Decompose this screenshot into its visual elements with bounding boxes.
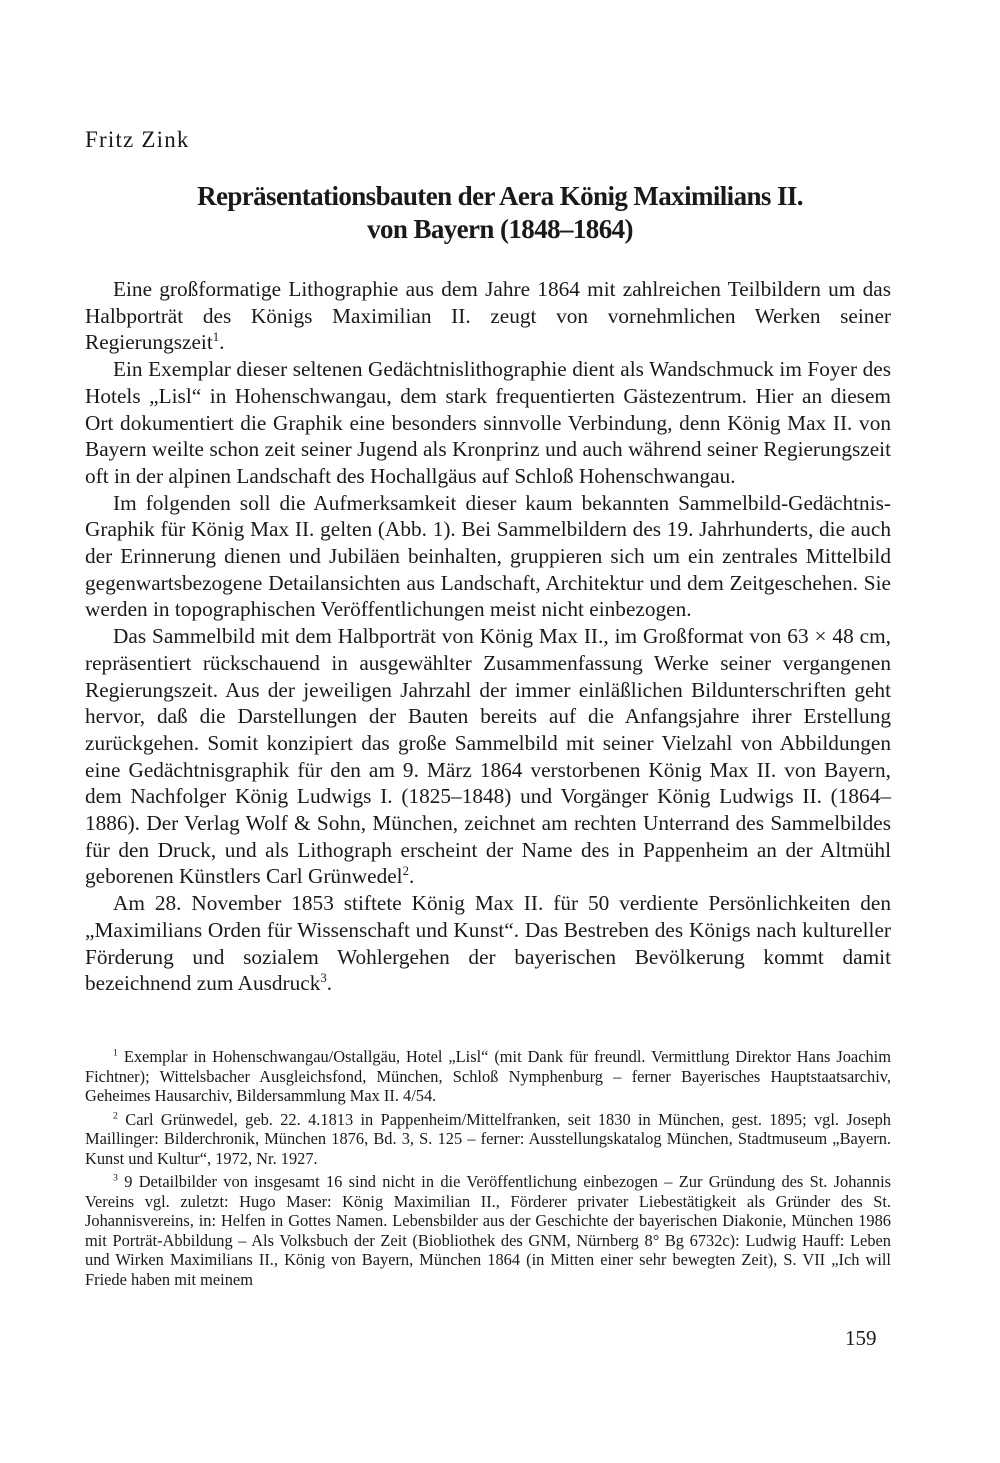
footnote: $^2$ Carl Grünwedel, geb. 22. 4.1813 in Pappenheim/Mittelfranken, seit 1830 in München, gest. 1895; vgl. Joseph Maillinger: Bilderchronik, München 1876, Bd. 3, S. 125 – ferner: Ausstellungskatalog München, Stadtmuseum „Bayern. Kunst und Kultur“, 1972, Nr. 1927. <box>85 1109 891 1168</box>
page-number: 159 <box>845 1326 877 1350</box>
footnote-number: 1 <box>113 1047 118 1059</box>
article-title <box>110 180 890 246</box>
footnote-number: 3 <box>113 1172 118 1184</box>
footnote-ref: 1 <box>212 330 220 345</box>
title-line-2: von Bayern (1848–1864) <box>367 214 633 244</box>
footnote-ref: 2 <box>402 864 409 879</box>
footnote-number: 2 <box>113 1110 118 1122</box>
author-name: Fritz Zink <box>85 127 190 152</box>
paragraph: Ein Exemplar dieser seltenen Gedächtnislithographie dient als Wandschmuck im Foyer des Hotels „Lisl“ in Hohenschwangau, dem stark frequentierten Gästezentrum. Hier an diesem Ort dokumentiert die Graphik eine besonders sinnvolle Verbindung, denn König Max II. von Bayern weilte schon zeit seiner Jugend als Kronprinz und auch während seiner Regierungszeit oft in der alpinen Landschaft des Hochallgäus auf Schloß Hohenschwangau. <box>85 357 891 488</box>
footnote-ref: 3 <box>320 971 327 986</box>
paragraph: Im folgenden soll die Aufmerksamkeit dieser kaum bekannten Sammelbild-Gedächtnis-Graphik für König Max II. gelten (Abb. 1). Bei Sammelbildern des 19. Jahrhunderts, die auch der Erinnerung dienen und Jubiläen beinhalten, gruppieren sich um ein zentrales Mittelbild gegenwartsbezogene Detailansichten aus Landschaft, Architektur und dem Zeitgeschehen. Sie werden in topographischen Veröffentlichungen meist nicht einbezogen. <box>85 490 891 622</box>
paragraph: Am 28. November 1853 stiftete König Max II. für 50 verdiente Persönlichkeiten den „Maximilians Orden für Wissenschaft und Kunst“. Das Bestreben des Königs nach kultureller Förderung und sozialem Wohlergehen der bayerischen Bevölkerung kommt damit bezeichnend zum Ausdruck$^3$. <box>85 891 891 996</box>
paragraph: Eine großformatige Lithographie aus dem Jahre 1864 mit zahlreichen Teilbildern um das Halbporträt des Königs Maximilian II. zeugt von vornehmlichen Werken seiner Regierungszeit$^1$. <box>85 277 891 355</box>
footnotes <box>85 1047 891 1293</box>
body-text <box>85 276 891 997</box>
footnote: $^1$ Exemplar in Hohenschwangau/Ostallgäu, Hotel „Lisl“ (mit Dank für freundl. Vermittlung Direktor Hans Joachim Fichtner); Wittelsbacher Ausgleichsfond, München, Schloß Nymphenburg – ferner Bayerisches Hauptstaatsarchiv, Geheimes Hausarchiv, Bildersammlung Max II. 4/54. <box>85 1047 891 1105</box>
footnote: $^3$ 9 Detailbilder von insgesamt 16 sind nicht in die Veröffentlichung einbezogen – Zur Gründung des St. Johannis Vereins vgl. zuletzt: Hugo Maser: König Maximilian II., Förderer privater Liebestätigkeit als Gründer des St. Johannisvereins, in: Helfen in Gottes Namen. Lebensbilder aus der Geschichte der bayerischen Diakonie, München 1986 mit Porträt-Abbildung – Als Volksbuch der Zeit (Biobliothek des GNM, Nürnberg 8° Bg 6732c): Ludwig Hauff: Leben und Wirken Maximilians II., König von Bayern, München 1864 (in Mitten einer sehr bewegten Zeit), S. VII „Ich will Friede haben mit meinem <box>85 1172 891 1289</box>
paragraph: Das Sammelbild mit dem Halbporträt von König Max II., im Großformat von 63 × 48 cm, repräsentiert rückschauend in ausgewählter Zusammenfassung Werke seiner vergangenen Regierungszeit. Aus der jeweiligen Jahrzahl der immer einläßlichen Bildunterschriften geht hervor, daß die Darstellungen der Bauten bereits auf die Anfangsjahre ihrer Erstellung zurückgehen. Somit konzipiert das große Sammelbild mit seiner Vielzahl von Abbildungen eine Gedächtnisgraphik für den am 9. März 1864 verstorbenen König Max II. von Bayern, dem Nachfolger König Ludwigs I. (1825–1848) und Vorgänger König Ludwigs II. (1864–1886). Der Verlag Wolf & Sohn, München, zeichnet am rechten Unterrand des Sammelbildes für den Druck, und als Lithograph erscheint der Name des in Pappenheim an der Altmühl geborenen Künstlers Carl Grünwedel$^2$. <box>85 624 891 889</box>
title-line-1: Repräsentationsbauten der Aera König Maximilians II. <box>197 181 803 211</box>
